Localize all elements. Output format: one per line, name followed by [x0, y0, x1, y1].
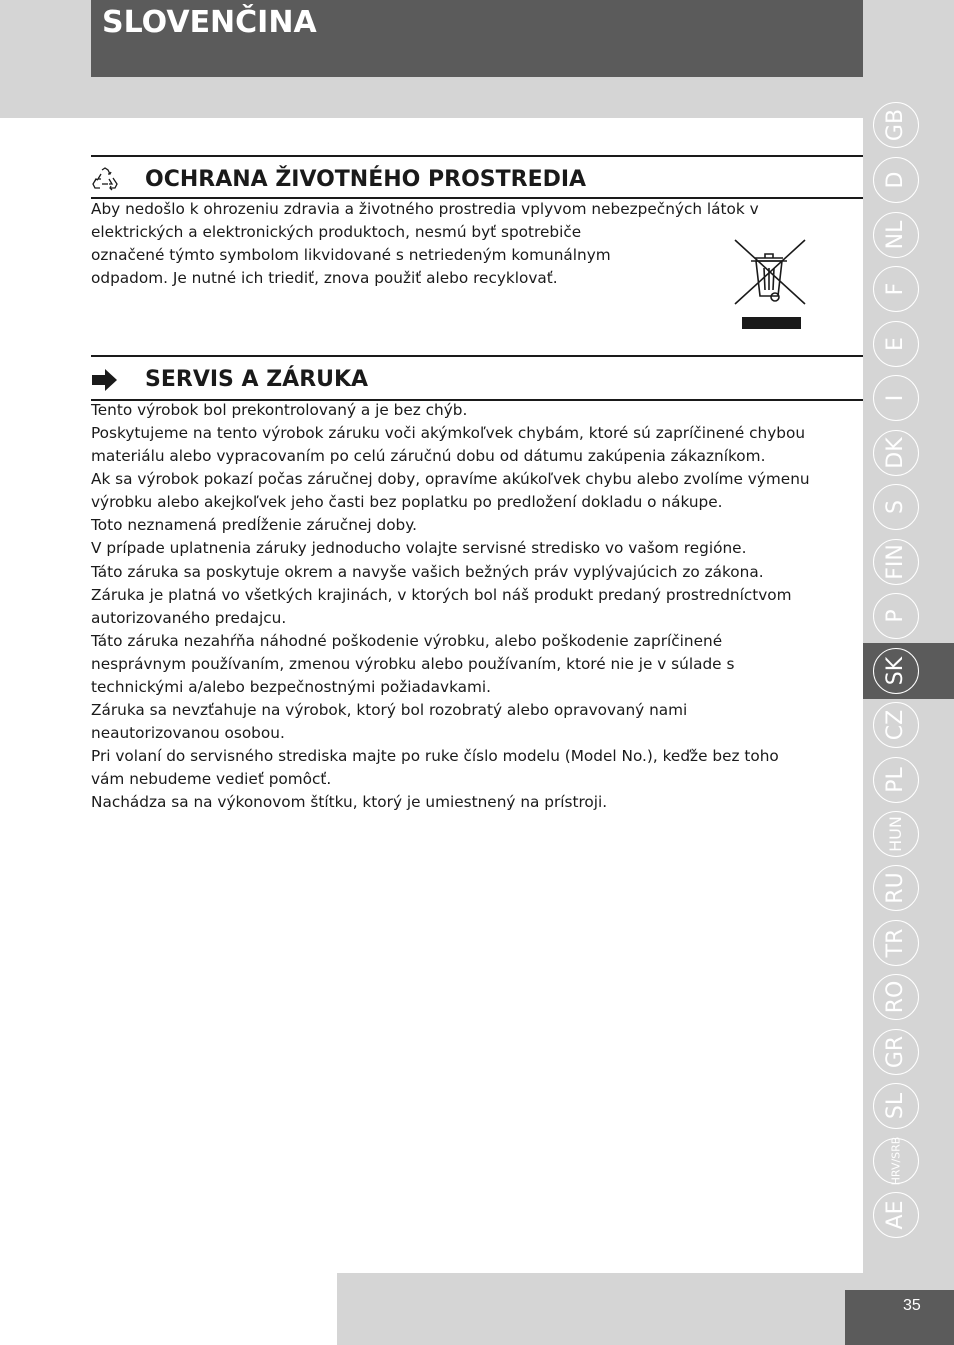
tab-hrv-srb[interactable]	[863, 1136, 954, 1186]
service-line: Záruka je platná vo všetkých krajinách, v ktorých bol náš produkt predaný prostredníctvom	[91, 586, 792, 604]
tab-label: HUN	[886, 816, 905, 852]
section-rule-top	[91, 155, 863, 157]
tab-s[interactable]	[863, 482, 954, 532]
tab-label: HRV/SRB	[889, 1136, 903, 1186]
service-line: nesprávnym používaním, zmenou výrobku alebo používaním, ktoré nie je v súlade s	[91, 655, 735, 673]
environment-heading-row	[91, 165, 863, 195]
tab-label: CZ	[883, 709, 908, 741]
service-line: Pri volaní do servisného strediska majte po ruke číslo modelu (Model No.), keďže bez toho	[91, 747, 779, 765]
tab-ro[interactable]	[863, 972, 954, 1022]
tab-label: F	[883, 282, 908, 296]
service-line: Tento výrobok bol prekontrolovaný a je bez chýb.	[91, 401, 468, 419]
tab-label: SL	[883, 1092, 908, 1120]
service-line: neautorizovanou osobou.	[91, 724, 285, 742]
page-title: SLOVENČINA	[102, 5, 317, 40]
tab-label: E	[883, 337, 908, 351]
tab-f[interactable]	[863, 264, 954, 314]
page-number: 35	[903, 1297, 921, 1314]
tab-label: NL	[883, 220, 908, 250]
service-line: Táto záruka nezahŕňa náhodné poškodenie výrobku, alebo poškodenie zapríčinené	[91, 632, 723, 650]
service-heading: SERVIS A ZÁRUKA	[145, 367, 369, 392]
arrow-right-icon	[91, 367, 119, 393]
tab-ae[interactable]	[863, 1190, 954, 1240]
tab-label: RU	[883, 872, 908, 904]
service-heading-row	[91, 365, 863, 395]
tab-hun[interactable]	[863, 809, 954, 859]
service-line: Táto záruka sa poskytuje okrem a navyše vašich bežných práv vyplývajúcich zo zákona.	[91, 563, 764, 581]
environment-heading: OCHRANA ŽIVOTNÉHO PROSTREDIA	[145, 167, 587, 192]
tab-pl[interactable]	[863, 755, 954, 805]
tab-label: SK	[883, 656, 908, 686]
tab-d[interactable]	[863, 155, 954, 205]
tab-label: RO	[883, 980, 908, 1014]
service-line: materiálu alebo vypracovaním po celú záručnú dobu od dátumu zakúpenia zákazníkom.	[91, 447, 766, 465]
tab-dk[interactable]	[863, 428, 954, 478]
section-rule-top	[91, 355, 863, 357]
service-line: V prípade uplatnenia záruky jednoducho volajte servisné stredisko vo vašom regióne.	[91, 539, 747, 557]
tab-tr[interactable]	[863, 918, 954, 968]
tab-sl[interactable]	[863, 1081, 954, 1131]
service-line: Ak sa výrobok pokazí počas záručnej doby, opravíme akúkoľvek chybu alebo zvolíme výmenu	[91, 470, 810, 488]
environment-line: Aby nedošlo k ohrozeniu zdravia a životného prostredia vplyvom nebezpečných látok v	[91, 200, 759, 218]
tab-label: FIN	[883, 544, 908, 580]
environment-line: elektrických a elektronických produktoch, nesmú byť spotrebiče	[91, 223, 582, 241]
tab-label: DK	[883, 437, 908, 469]
tab-ru[interactable]	[863, 863, 954, 913]
tab-p[interactable]	[863, 591, 954, 641]
service-line: Toto neznamená predĺženie záručnej doby.	[91, 516, 417, 534]
service-line: autorizovaného predajcu.	[91, 609, 287, 627]
tab-i[interactable]	[863, 373, 954, 423]
service-line: technickými a/alebo bezpečnostnými požiadavkami.	[91, 678, 492, 696]
tab-label: PL	[883, 767, 908, 793]
tab-label: GR	[883, 1035, 908, 1069]
tab-label: P	[883, 609, 908, 623]
service-line: Poskytujeme na tento výrobok záruku voči akýmkoľvek chybám, ktoré sú zapríčinené chybou	[91, 424, 806, 442]
service-line: Záruka sa nevzťahuje na výrobok, ktorý bol rozobratý alebo opravovaný nami	[91, 701, 688, 719]
service-line: výrobku alebo akejkoľvek jeho časti bez poplatku po predložení dokladu o nákupe.	[91, 493, 723, 511]
tab-label: S	[883, 500, 908, 514]
tab-label: AE	[883, 1200, 908, 1230]
tab-nl[interactable]	[863, 210, 954, 260]
tab-label: TR	[883, 928, 908, 958]
bottom-band	[337, 1273, 863, 1345]
page-number-box	[845, 1290, 954, 1345]
environment-line: označené týmto symbolom likvidované s netriedeným komunálnym	[91, 246, 611, 264]
tab-gr[interactable]	[863, 1027, 954, 1077]
tab-e[interactable]	[863, 319, 954, 369]
tab-gb[interactable]	[863, 100, 954, 150]
environment-line: odpadom. Je nutné ich triediť, znova použiť alebo recyklovať.	[91, 269, 558, 287]
tab-label: D	[883, 171, 908, 189]
service-line: Nachádza sa na výkonovom štítku, ktorý je umiestnený na prístroji.	[91, 793, 608, 811]
crossed-out-wheelie-bin-icon	[729, 238, 809, 332]
tab-label: I	[883, 394, 908, 402]
recycle-icon	[91, 167, 119, 193]
tab-sk[interactable]	[863, 643, 954, 699]
title-bar	[91, 0, 863, 77]
tab-cz[interactable]	[863, 700, 954, 750]
tab-label: GB	[883, 108, 908, 142]
service-line: vám nebudeme vedieť pomôcť.	[91, 770, 332, 788]
tab-fin[interactable]	[863, 537, 954, 587]
